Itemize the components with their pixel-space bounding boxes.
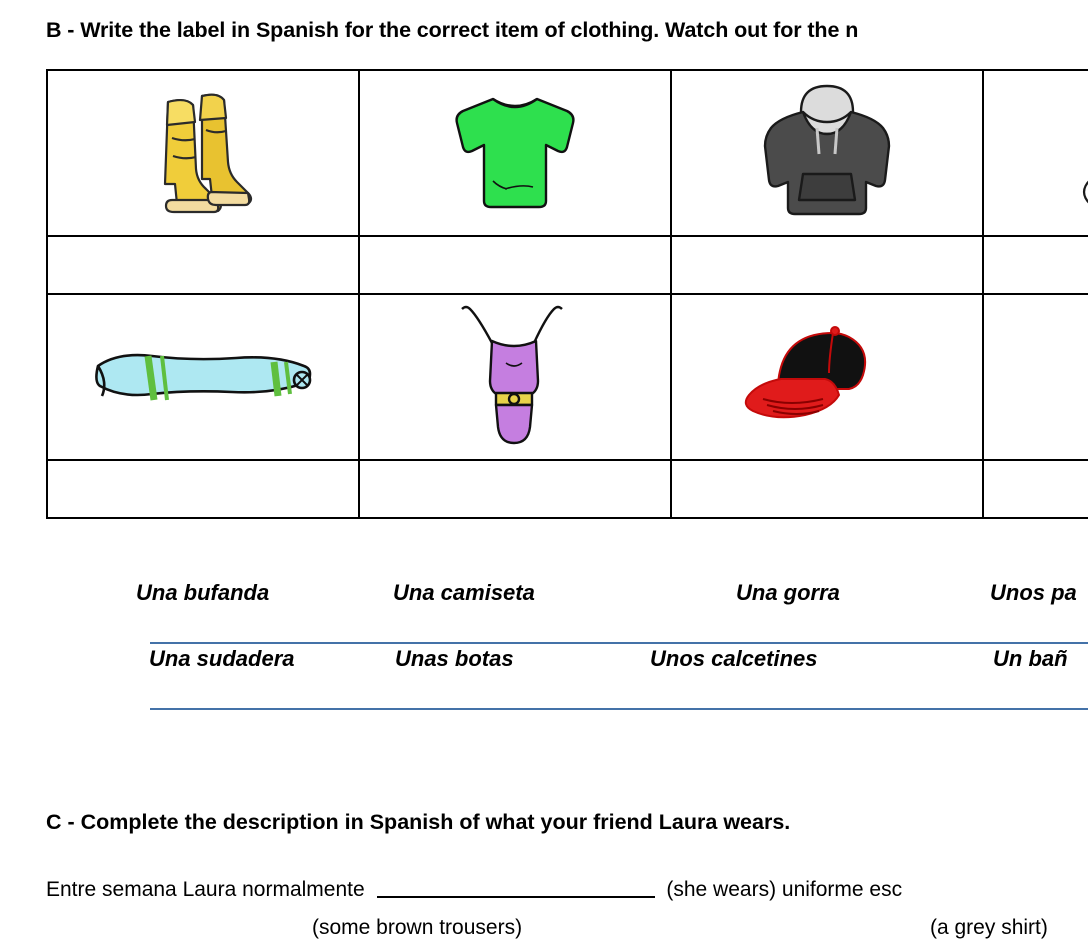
answer-cell-3[interactable] <box>671 236 983 294</box>
picture-cell-green-garment <box>983 294 1088 460</box>
blue-striped-scarf-icon <box>88 322 318 432</box>
word-bank-item-sudadera: Una sudadera <box>149 646 295 671</box>
word-bank-item-banador: Un bañ <box>993 646 1068 671</box>
clothing-picture-table <box>46 69 1088 519</box>
purple-swimsuit-icon <box>450 297 580 457</box>
answer-cell-2[interactable] <box>359 236 671 294</box>
green-tshirt-icon <box>435 81 595 226</box>
word-bank-row-1 <box>0 580 1088 646</box>
picture-cell-swimsuit <box>359 294 671 460</box>
answer-cell-1[interactable] <box>47 236 359 294</box>
answer-cell-4[interactable] <box>983 236 1088 294</box>
table-row <box>47 460 1088 518</box>
grey-hoodie-icon <box>747 78 907 228</box>
answer-cell-5[interactable] <box>47 460 359 518</box>
word-bank-item-botas: Unas botas <box>395 646 514 671</box>
word-bank <box>0 580 1088 712</box>
word-bank-divider-2 <box>150 708 1088 710</box>
table-row <box>47 70 1088 236</box>
table-row <box>47 294 1088 460</box>
section-c-hint-left: (some brown trousers) <box>312 916 523 939</box>
word-bank-item-gorra: Una gorra <box>736 580 840 605</box>
white-sock-icon <box>1070 78 1088 228</box>
picture-cell-tshirt <box>359 70 671 236</box>
answer-blank-1[interactable] <box>377 896 655 898</box>
answer-cell-8[interactable] <box>983 460 1088 518</box>
answer-cell-7[interactable] <box>671 460 983 518</box>
picture-cell-cap <box>671 294 983 460</box>
word-bank-item-camiseta: Una camiseta <box>393 580 535 605</box>
word-bank-item-bufanda: Una bufanda <box>136 580 270 605</box>
word-bank-item-calcetines: Unos calcetines <box>650 646 818 671</box>
answer-cell-6[interactable] <box>359 460 671 518</box>
word-bank-divider-1 <box>150 642 1088 644</box>
green-garment-icon <box>1072 307 1088 447</box>
yellow-wellington-boots-icon <box>128 78 278 228</box>
picture-cell-sock <box>983 70 1088 236</box>
section-c-hint-right: (a grey shirt) <box>930 916 1048 939</box>
sentence-text-after: (she wears) uniforme esc <box>666 878 903 901</box>
sentence-text-before: Entre semana Laura normalmente <box>46 878 365 901</box>
red-black-cap-icon <box>737 317 917 437</box>
word-bank-item-pantalones: Unos pa <box>990 580 1077 605</box>
word-bank-row-2 <box>0 646 1088 712</box>
picture-cell-hoodie <box>671 70 983 236</box>
section-c-heading: C - Complete the description in Spanish of what your friend Laura wears. <box>46 810 791 834</box>
picture-cell-boots <box>47 70 359 236</box>
table-row <box>47 236 1088 294</box>
section-b-heading: B - Write the label in Spanish for the correct item of clothing. Watch out for the n <box>46 18 859 42</box>
section-c-sentence-line-1 <box>46 878 902 902</box>
picture-cell-scarf <box>47 294 359 460</box>
